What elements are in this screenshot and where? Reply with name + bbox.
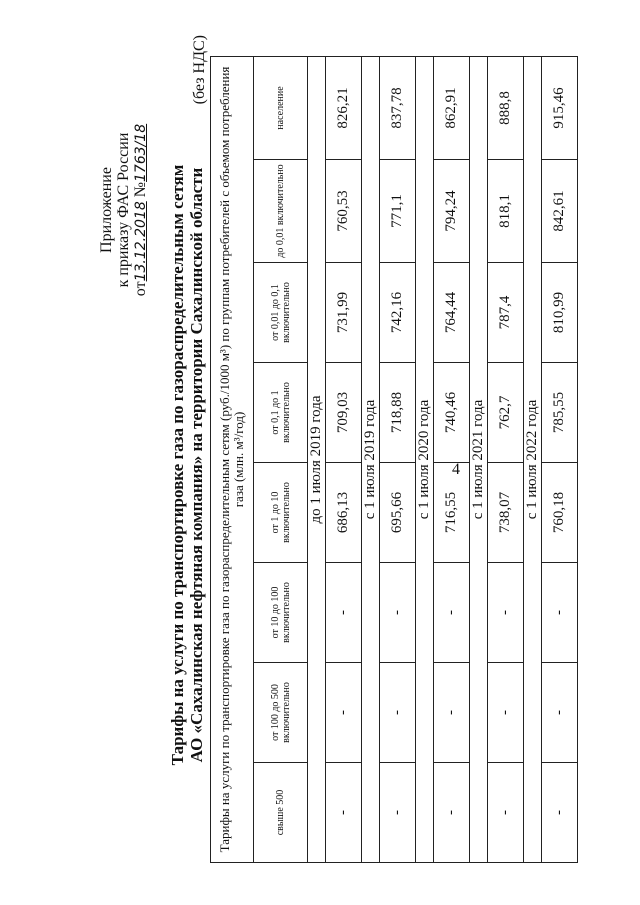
tariff-cell: 738,07 (488, 463, 524, 563)
tariff-cell: - (380, 763, 416, 863)
tariff-cell: 764,44 (434, 263, 470, 363)
tariff-cell: - (326, 763, 362, 863)
tariff-cell: - (380, 663, 416, 763)
column-header: население (254, 56, 308, 159)
tariff-cell: - (326, 563, 362, 663)
tariff-cell: - (488, 763, 524, 863)
tariff-cell: - (488, 663, 524, 763)
period-label: с 1 июля 2021 года (470, 56, 488, 862)
vat-note: (без НДС) (191, 35, 208, 105)
table-row (326, 56, 362, 862)
column-header: до 0,01 включительно (254, 160, 308, 263)
period-row (362, 56, 380, 862)
tariff-cell: 862,91 (434, 56, 470, 159)
column-header: свыше 500 (254, 763, 308, 863)
tariff-cell: 794,24 (434, 160, 470, 263)
period-label: с 1 июля 2019 года (362, 56, 380, 862)
page-number: 4 (452, 461, 460, 478)
title-line-1: Тарифы на услуги по транспортировке газа по газораспределительным сетям (168, 164, 187, 766)
column-header: от 100 до 500 включительно (254, 663, 308, 763)
tariff-cell: - (434, 663, 470, 763)
tariff-table (210, 56, 578, 863)
order-number: 1763/18 (133, 123, 149, 182)
table-row (434, 56, 470, 862)
period-label: с 1 июля 2020 года (416, 56, 434, 862)
tariff-cell: - (542, 663, 578, 763)
column-header: от 10 до 100 включительно (254, 563, 308, 663)
tariff-cell: - (434, 563, 470, 663)
tariff-cell: 716,55 (434, 463, 470, 563)
table-row (542, 56, 578, 862)
table-row (488, 56, 524, 862)
table-header-main: Тарифы на услуги по транспортировке газа по газораспределительным сетям (руб./1000 м³) по группам потребителей с объемом потребления газа (млн. м³/год) (211, 56, 254, 862)
column-header: от 0,1 до 1 включительно (254, 363, 308, 463)
tariff-cell: 731,99 (326, 263, 362, 363)
tariff-cell: 785,55 (542, 363, 578, 463)
period-label: с 1 июля 2022 года (524, 56, 542, 862)
tariff-cell: 818,1 (488, 160, 524, 263)
tariff-cell: 742,16 (380, 263, 416, 363)
tariff-cell: - (434, 763, 470, 863)
column-header: от 0,01 до 0,1 включительно (254, 263, 308, 363)
tariff-cell: 888,8 (488, 56, 524, 159)
tariff-cell: 709,03 (326, 363, 362, 463)
tariff-cell: - (380, 563, 416, 663)
tariff-cell: - (326, 663, 362, 763)
tariff-cell: 695,66 (380, 463, 416, 563)
tariff-cell: 686,13 (326, 463, 362, 563)
tariff-cell: 810,99 (542, 263, 578, 363)
period-row (470, 56, 488, 862)
tariff-cell: - (488, 563, 524, 663)
tariff-cell: 837,78 (380, 56, 416, 159)
tariff-cell: - (542, 763, 578, 863)
tariff-cell: 771,1 (380, 160, 416, 263)
tariff-cell: 760,18 (542, 463, 578, 563)
tariff-cell: 718,88 (380, 363, 416, 463)
tariff-cell: - (542, 563, 578, 663)
period-row (524, 56, 542, 862)
title-line-2: АО «Сахалинская нефтяная компания» на территории Сахалинской области (187, 167, 206, 763)
table-row (380, 56, 416, 862)
tariff-cell: 740,46 (434, 363, 470, 463)
tariff-cell: 762,7 (488, 363, 524, 463)
appendix-date-line (132, 100, 150, 320)
appendix-order: к приказу ФАС России (115, 132, 132, 288)
period-label: до 1 июля 2019 года (308, 56, 326, 862)
order-date: 13.12.2018 (133, 201, 149, 282)
period-row (308, 56, 326, 862)
tariff-cell: 787,4 (488, 263, 524, 363)
tariff-cell: 826,21 (326, 56, 362, 159)
tariff-cell: 842,61 (542, 160, 578, 263)
number-prefix: № (132, 181, 149, 198)
tariff-cell: 915,46 (542, 56, 578, 159)
document-title (168, 135, 206, 795)
appendix-block (98, 100, 150, 320)
tariff-cell: 760,53 (326, 160, 362, 263)
appendix-heading: Приложение (98, 167, 115, 253)
period-row (416, 56, 434, 862)
column-header: от 1 до 10 включительно (254, 463, 308, 563)
from-prefix: от (132, 281, 149, 297)
